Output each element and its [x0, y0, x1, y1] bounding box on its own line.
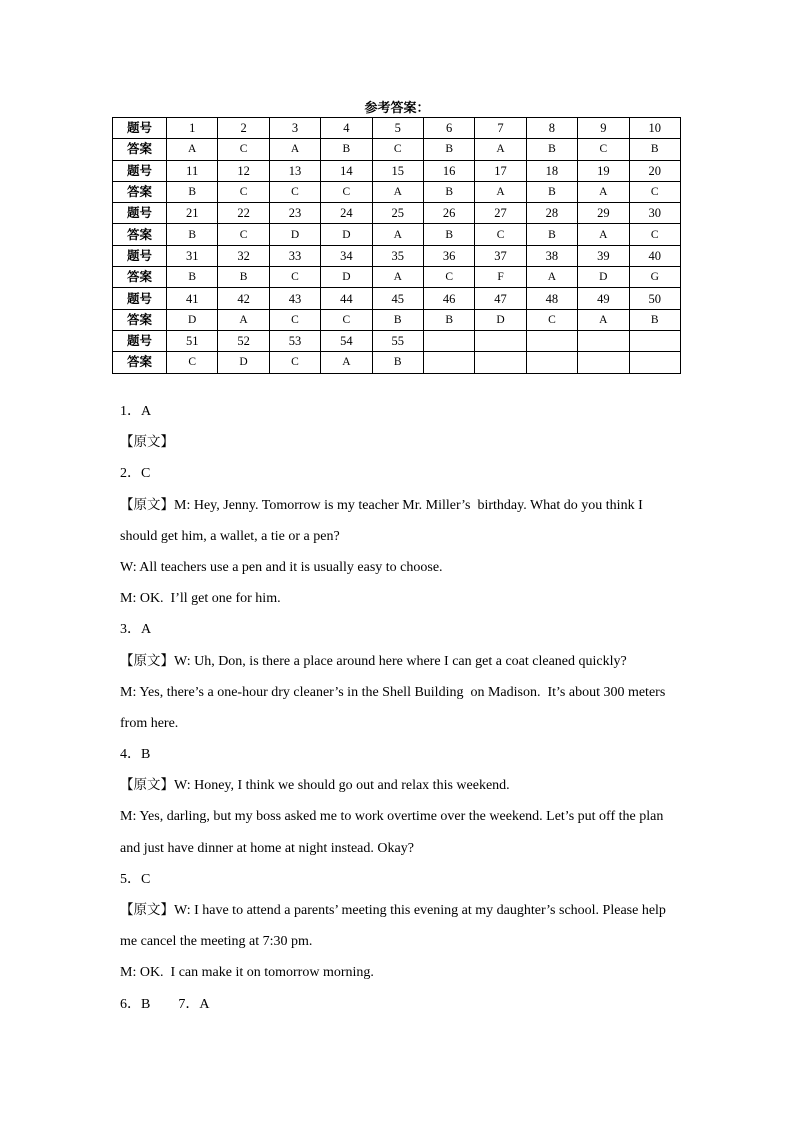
question-number-cell — [526, 330, 577, 351]
line-text: W: Honey, I think we should go out and relax this weekend. — [174, 778, 510, 794]
row-label: 答案 — [113, 181, 167, 202]
answer-cell: C — [269, 267, 320, 288]
answer-cell: D — [578, 267, 629, 288]
answer-cell: A — [218, 309, 269, 330]
row-label: 题号 — [113, 330, 167, 351]
answer-cell: C — [218, 181, 269, 202]
text-line — [120, 427, 680, 458]
row-label: 答案 — [113, 224, 167, 245]
answer-cell: A — [578, 224, 629, 245]
question-number-cell — [475, 330, 526, 351]
question-number-cell: 20 — [629, 160, 680, 181]
answer-cell: B — [167, 267, 218, 288]
line-text: 4．B — [120, 747, 151, 763]
answer-cell: G — [629, 267, 680, 288]
question-number-cell: 2 — [218, 118, 269, 139]
line-text: W: I have to attend a parents’ meeting this evening at my daughter’s school. Please help — [174, 903, 666, 918]
answer-cell: B — [629, 309, 680, 330]
question-number-cell — [578, 330, 629, 351]
line-text: and just have dinner at home at night instead. Okay? — [120, 840, 414, 856]
table-row — [113, 309, 681, 330]
answer-cell: D — [269, 224, 320, 245]
answer-cell: D — [321, 267, 372, 288]
question-number-cell: 31 — [167, 245, 218, 266]
text-line — [120, 677, 680, 708]
answer-cell: B — [372, 309, 423, 330]
question-number-cell: 7 — [475, 118, 526, 139]
question-number-cell: 29 — [578, 203, 629, 224]
table-row — [113, 118, 681, 139]
row-label: 答案 — [113, 309, 167, 330]
answer-cell: B — [321, 139, 372, 160]
text-line — [120, 864, 680, 895]
line-text: from here. — [120, 715, 179, 731]
answer-cell: C — [321, 309, 372, 330]
row-label: 答案 — [113, 352, 167, 373]
question-number-cell: 52 — [218, 330, 269, 351]
answer-cell: B — [218, 267, 269, 288]
row-label: 题号 — [113, 118, 167, 139]
transcript-label: 【原文】 — [120, 777, 174, 794]
answer-cell: A — [526, 267, 577, 288]
answer-cell: B — [423, 139, 474, 160]
answer-cell: A — [372, 224, 423, 245]
answer-cell: A — [578, 309, 629, 330]
table-row — [113, 352, 681, 373]
transcript-label: 【原文】 — [120, 496, 174, 513]
line-text: 6．B 7．A — [120, 996, 210, 1012]
text-line — [120, 708, 680, 739]
question-number-cell: 50 — [629, 288, 680, 309]
answer-cell: C — [526, 309, 577, 330]
question-number-cell: 14 — [321, 160, 372, 181]
table-row — [113, 160, 681, 181]
transcript-label: 【原文】 — [120, 434, 174, 451]
answer-cell: C — [218, 139, 269, 160]
page-title: 参考答案： — [364, 101, 430, 116]
answer-cell: B — [629, 139, 680, 160]
answer-cell: C — [167, 352, 218, 373]
answer-cell: D — [218, 352, 269, 373]
question-number-cell: 32 — [218, 245, 269, 266]
question-number-cell: 6 — [423, 118, 474, 139]
table-row — [113, 267, 681, 288]
question-number-cell: 35 — [372, 245, 423, 266]
answer-cell — [629, 352, 680, 373]
question-number-cell: 33 — [269, 245, 320, 266]
answer-cell: C — [475, 224, 526, 245]
answer-explanations — [120, 396, 680, 1020]
question-number-cell: 5 — [372, 118, 423, 139]
question-number-cell: 36 — [423, 245, 474, 266]
table-row — [113, 224, 681, 245]
answer-cell: B — [167, 181, 218, 202]
question-number-cell: 54 — [321, 330, 372, 351]
text-line — [120, 552, 680, 583]
question-number-cell: 22 — [218, 203, 269, 224]
text-line — [120, 895, 680, 926]
question-number-cell: 16 — [423, 160, 474, 181]
question-number-cell: 18 — [526, 160, 577, 181]
answer-cell: B — [167, 224, 218, 245]
answer-cell: C — [629, 224, 680, 245]
question-number-cell: 39 — [578, 245, 629, 266]
question-number-cell: 43 — [269, 288, 320, 309]
answer-cell: D — [321, 224, 372, 245]
answer-cell: C — [372, 139, 423, 160]
question-number-cell: 48 — [526, 288, 577, 309]
answer-cell: A — [578, 181, 629, 202]
line-text: M: OK. I’ll get one for him. — [120, 591, 281, 607]
text-line — [120, 458, 680, 489]
answer-cell: B — [526, 139, 577, 160]
row-label: 题号 — [113, 160, 167, 181]
answer-cell: C — [269, 181, 320, 202]
text-line — [120, 521, 680, 552]
answer-table — [112, 117, 681, 374]
text-line — [120, 926, 680, 957]
answer-cell: A — [167, 139, 218, 160]
answer-cell: A — [475, 181, 526, 202]
question-number-cell: 26 — [423, 203, 474, 224]
text-line — [120, 833, 680, 864]
table-row — [113, 288, 681, 309]
answer-cell: B — [423, 181, 474, 202]
answer-cell: D — [167, 309, 218, 330]
text-line — [120, 646, 680, 677]
line-text: M: OK. I can make it on tomorrow morning. — [120, 965, 374, 981]
question-number-cell: 46 — [423, 288, 474, 309]
answer-cell: A — [269, 139, 320, 160]
answer-cell: A — [321, 352, 372, 373]
transcript-label: 【原文】 — [120, 652, 174, 669]
line-text: 3．A — [120, 622, 152, 638]
transcript-label: 【原文】 — [120, 902, 174, 918]
line-text: M: Yes, there’s a one-hour dry cleaner’s in the Shell Building on Madison. It’s about 300 meters — [120, 684, 666, 700]
text-line — [120, 490, 680, 521]
answer-cell: B — [423, 309, 474, 330]
answer-cell: C — [423, 267, 474, 288]
answer-cell: C — [578, 139, 629, 160]
line-text: should get him, a wallet, a tie or a pen? — [120, 528, 340, 544]
question-number-cell: 25 — [372, 203, 423, 224]
text-line — [120, 614, 680, 645]
row-label: 题号 — [113, 203, 167, 224]
question-number-cell: 51 — [167, 330, 218, 351]
answer-cell — [423, 352, 474, 373]
question-number-cell: 4 — [321, 118, 372, 139]
table-row — [113, 181, 681, 202]
question-number-cell: 9 — [578, 118, 629, 139]
answer-cell: B — [423, 224, 474, 245]
question-number-cell — [423, 330, 474, 351]
line-text: M: Hey, Jenny. Tomorrow is my teacher Mr. Miller’s birthday. What do you think I — [174, 497, 643, 513]
answer-cell: B — [372, 352, 423, 373]
question-number-cell: 15 — [372, 160, 423, 181]
question-number-cell: 8 — [526, 118, 577, 139]
question-number-cell: 49 — [578, 288, 629, 309]
question-number-cell: 1 — [167, 118, 218, 139]
question-number-cell: 42 — [218, 288, 269, 309]
question-number-cell: 27 — [475, 203, 526, 224]
question-number-cell: 11 — [167, 160, 218, 181]
question-number-cell: 53 — [269, 330, 320, 351]
text-line — [120, 770, 680, 801]
answer-cell — [526, 352, 577, 373]
row-label: 答案 — [113, 267, 167, 288]
question-number-cell: 55 — [372, 330, 423, 351]
question-number-cell: 12 — [218, 160, 269, 181]
answer-cell — [578, 352, 629, 373]
answer-cell: A — [475, 139, 526, 160]
table-row — [113, 203, 681, 224]
text-line — [120, 583, 680, 614]
answer-cell: C — [321, 181, 372, 202]
line-text: 5．C — [120, 871, 151, 887]
question-number-cell: 37 — [475, 245, 526, 266]
text-line — [120, 989, 680, 1020]
answer-cell: B — [526, 181, 577, 202]
question-number-cell: 30 — [629, 203, 680, 224]
question-number-cell: 41 — [167, 288, 218, 309]
question-number-cell: 10 — [629, 118, 680, 139]
answer-cell: F — [475, 267, 526, 288]
question-number-cell: 45 — [372, 288, 423, 309]
answer-cell: C — [269, 309, 320, 330]
answer-cell: C — [629, 181, 680, 202]
text-line — [120, 957, 680, 988]
line-text: 2．C — [120, 466, 151, 482]
row-label: 题号 — [113, 245, 167, 266]
table-row — [113, 245, 681, 266]
question-number-cell: 13 — [269, 160, 320, 181]
answer-cell: A — [372, 181, 423, 202]
question-number-cell: 28 — [526, 203, 577, 224]
question-number-cell — [629, 330, 680, 351]
row-label: 答案 — [113, 139, 167, 160]
line-text: me cancel the meeting at 7:30 pm. — [120, 934, 313, 950]
question-number-cell: 34 — [321, 245, 372, 266]
question-number-cell: 3 — [269, 118, 320, 139]
question-number-cell: 47 — [475, 288, 526, 309]
question-number-cell: 38 — [526, 245, 577, 266]
line-text: W: Uh, Don, is there a place around here where I can get a coat cleaned quickly? — [174, 653, 627, 669]
table-row — [113, 330, 681, 351]
line-text: M: Yes, darling, but my boss asked me to work overtime over the weekend. Let’s put off the plan — [120, 809, 664, 825]
answer-cell: C — [218, 224, 269, 245]
line-text: 1．A — [120, 404, 152, 419]
question-number-cell: 44 — [321, 288, 372, 309]
text-line — [120, 801, 680, 832]
question-number-cell: 19 — [578, 160, 629, 181]
table-row — [113, 139, 681, 160]
answer-cell: B — [526, 224, 577, 245]
question-number-cell: 24 — [321, 203, 372, 224]
text-line — [120, 396, 680, 427]
answer-cell: D — [475, 309, 526, 330]
question-number-cell: 40 — [629, 245, 680, 266]
question-number-cell: 23 — [269, 203, 320, 224]
line-text: W: All teachers use a pen and it is usually easy to choose. — [120, 559, 443, 575]
answer-cell — [475, 352, 526, 373]
text-line — [120, 739, 680, 770]
question-number-cell: 17 — [475, 160, 526, 181]
answer-cell: A — [372, 267, 423, 288]
answer-cell: C — [269, 352, 320, 373]
row-label: 题号 — [113, 288, 167, 309]
question-number-cell: 21 — [167, 203, 218, 224]
